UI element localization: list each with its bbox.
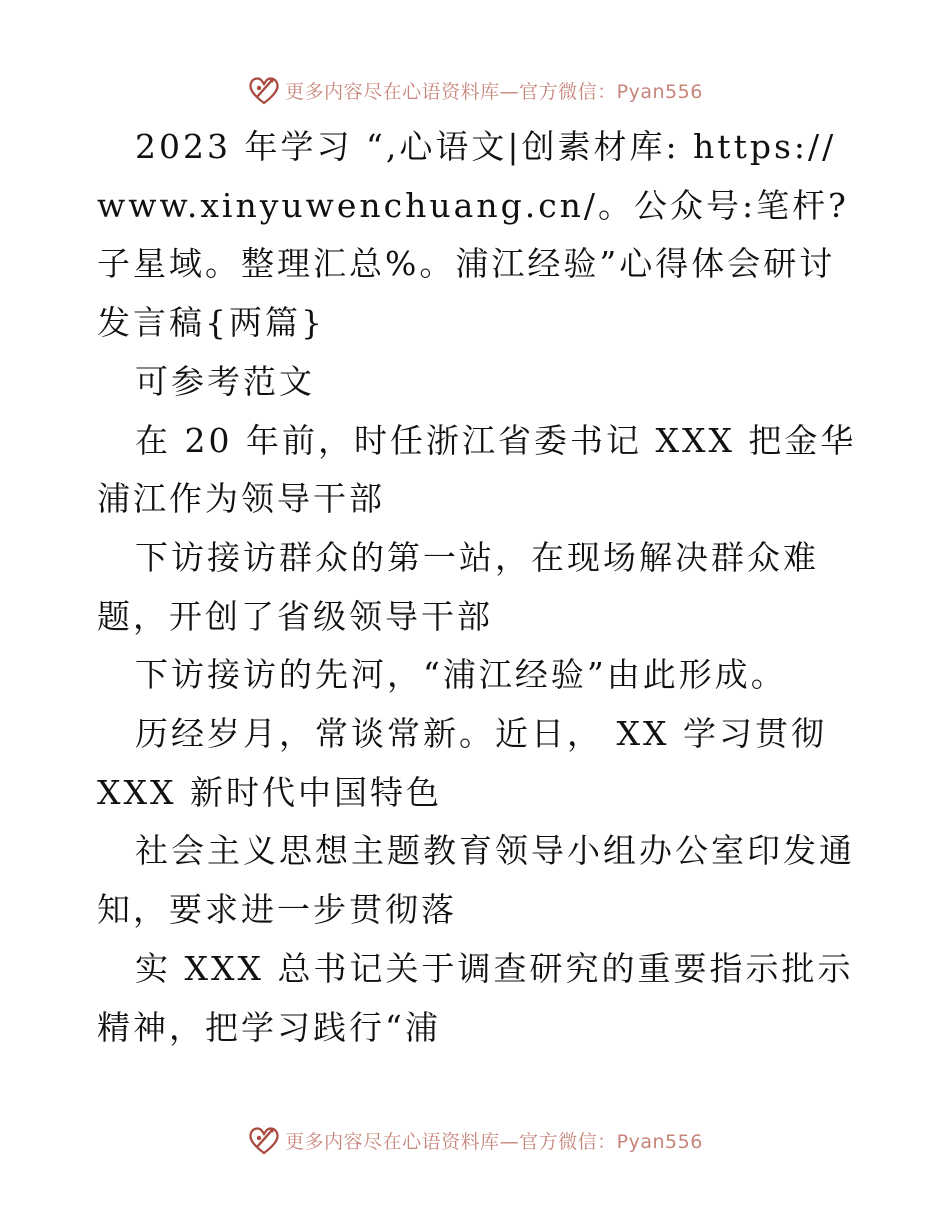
paragraph: 历经岁月，常谈常新。近日， XX 学习贯彻 XXX 新时代中国特色 bbox=[97, 714, 827, 812]
paragraph: 在 20 年前，时任浙江省委书记 XXX 把金华浦江作为领导干部 bbox=[97, 420, 857, 519]
paragraph: 社会主义思想主题教育领导小组办公室印发通知，要求进一步贯彻落 bbox=[97, 831, 855, 930]
footer-watermark-banner bbox=[0, 1120, 950, 1160]
heart-quill-logo-icon bbox=[247, 1123, 281, 1157]
paragraph: 实 XXX 总书记关于调查研究的重要指示批示精神，把学习践行“浦 bbox=[97, 948, 854, 1047]
wechat-handle: Pyan556 bbox=[616, 80, 703, 103]
paragraph-subtitle: 可参考范文 bbox=[135, 361, 315, 401]
paragraph: 下访接访群众的第一站，在现场解决群众难题，开创了省级领导干部 bbox=[97, 537, 819, 636]
document-body bbox=[97, 118, 857, 1057]
header-watermark-banner bbox=[0, 70, 950, 110]
watermark-text: 更多内容尽在心语资料库—官方微信：Pyan556 bbox=[285, 80, 703, 103]
watermark-text: 更多内容尽在心语资料库—官方微信：Pyan556 bbox=[285, 1130, 703, 1153]
paragraph-title: 2023 年学习 “,心语文|创素材库: https://www.xinyuwenchuang.cn/。公众号:笔杆?子星域。整理汇总%。浦江经验”心得体会研讨发言稿{两篇} bbox=[97, 127, 849, 343]
paragraph: 下访接访的先河，“浦江经验”由此形成。 bbox=[135, 655, 787, 695]
heart-quill-logo-icon bbox=[247, 73, 281, 107]
wechat-handle: Pyan556 bbox=[616, 1130, 703, 1153]
